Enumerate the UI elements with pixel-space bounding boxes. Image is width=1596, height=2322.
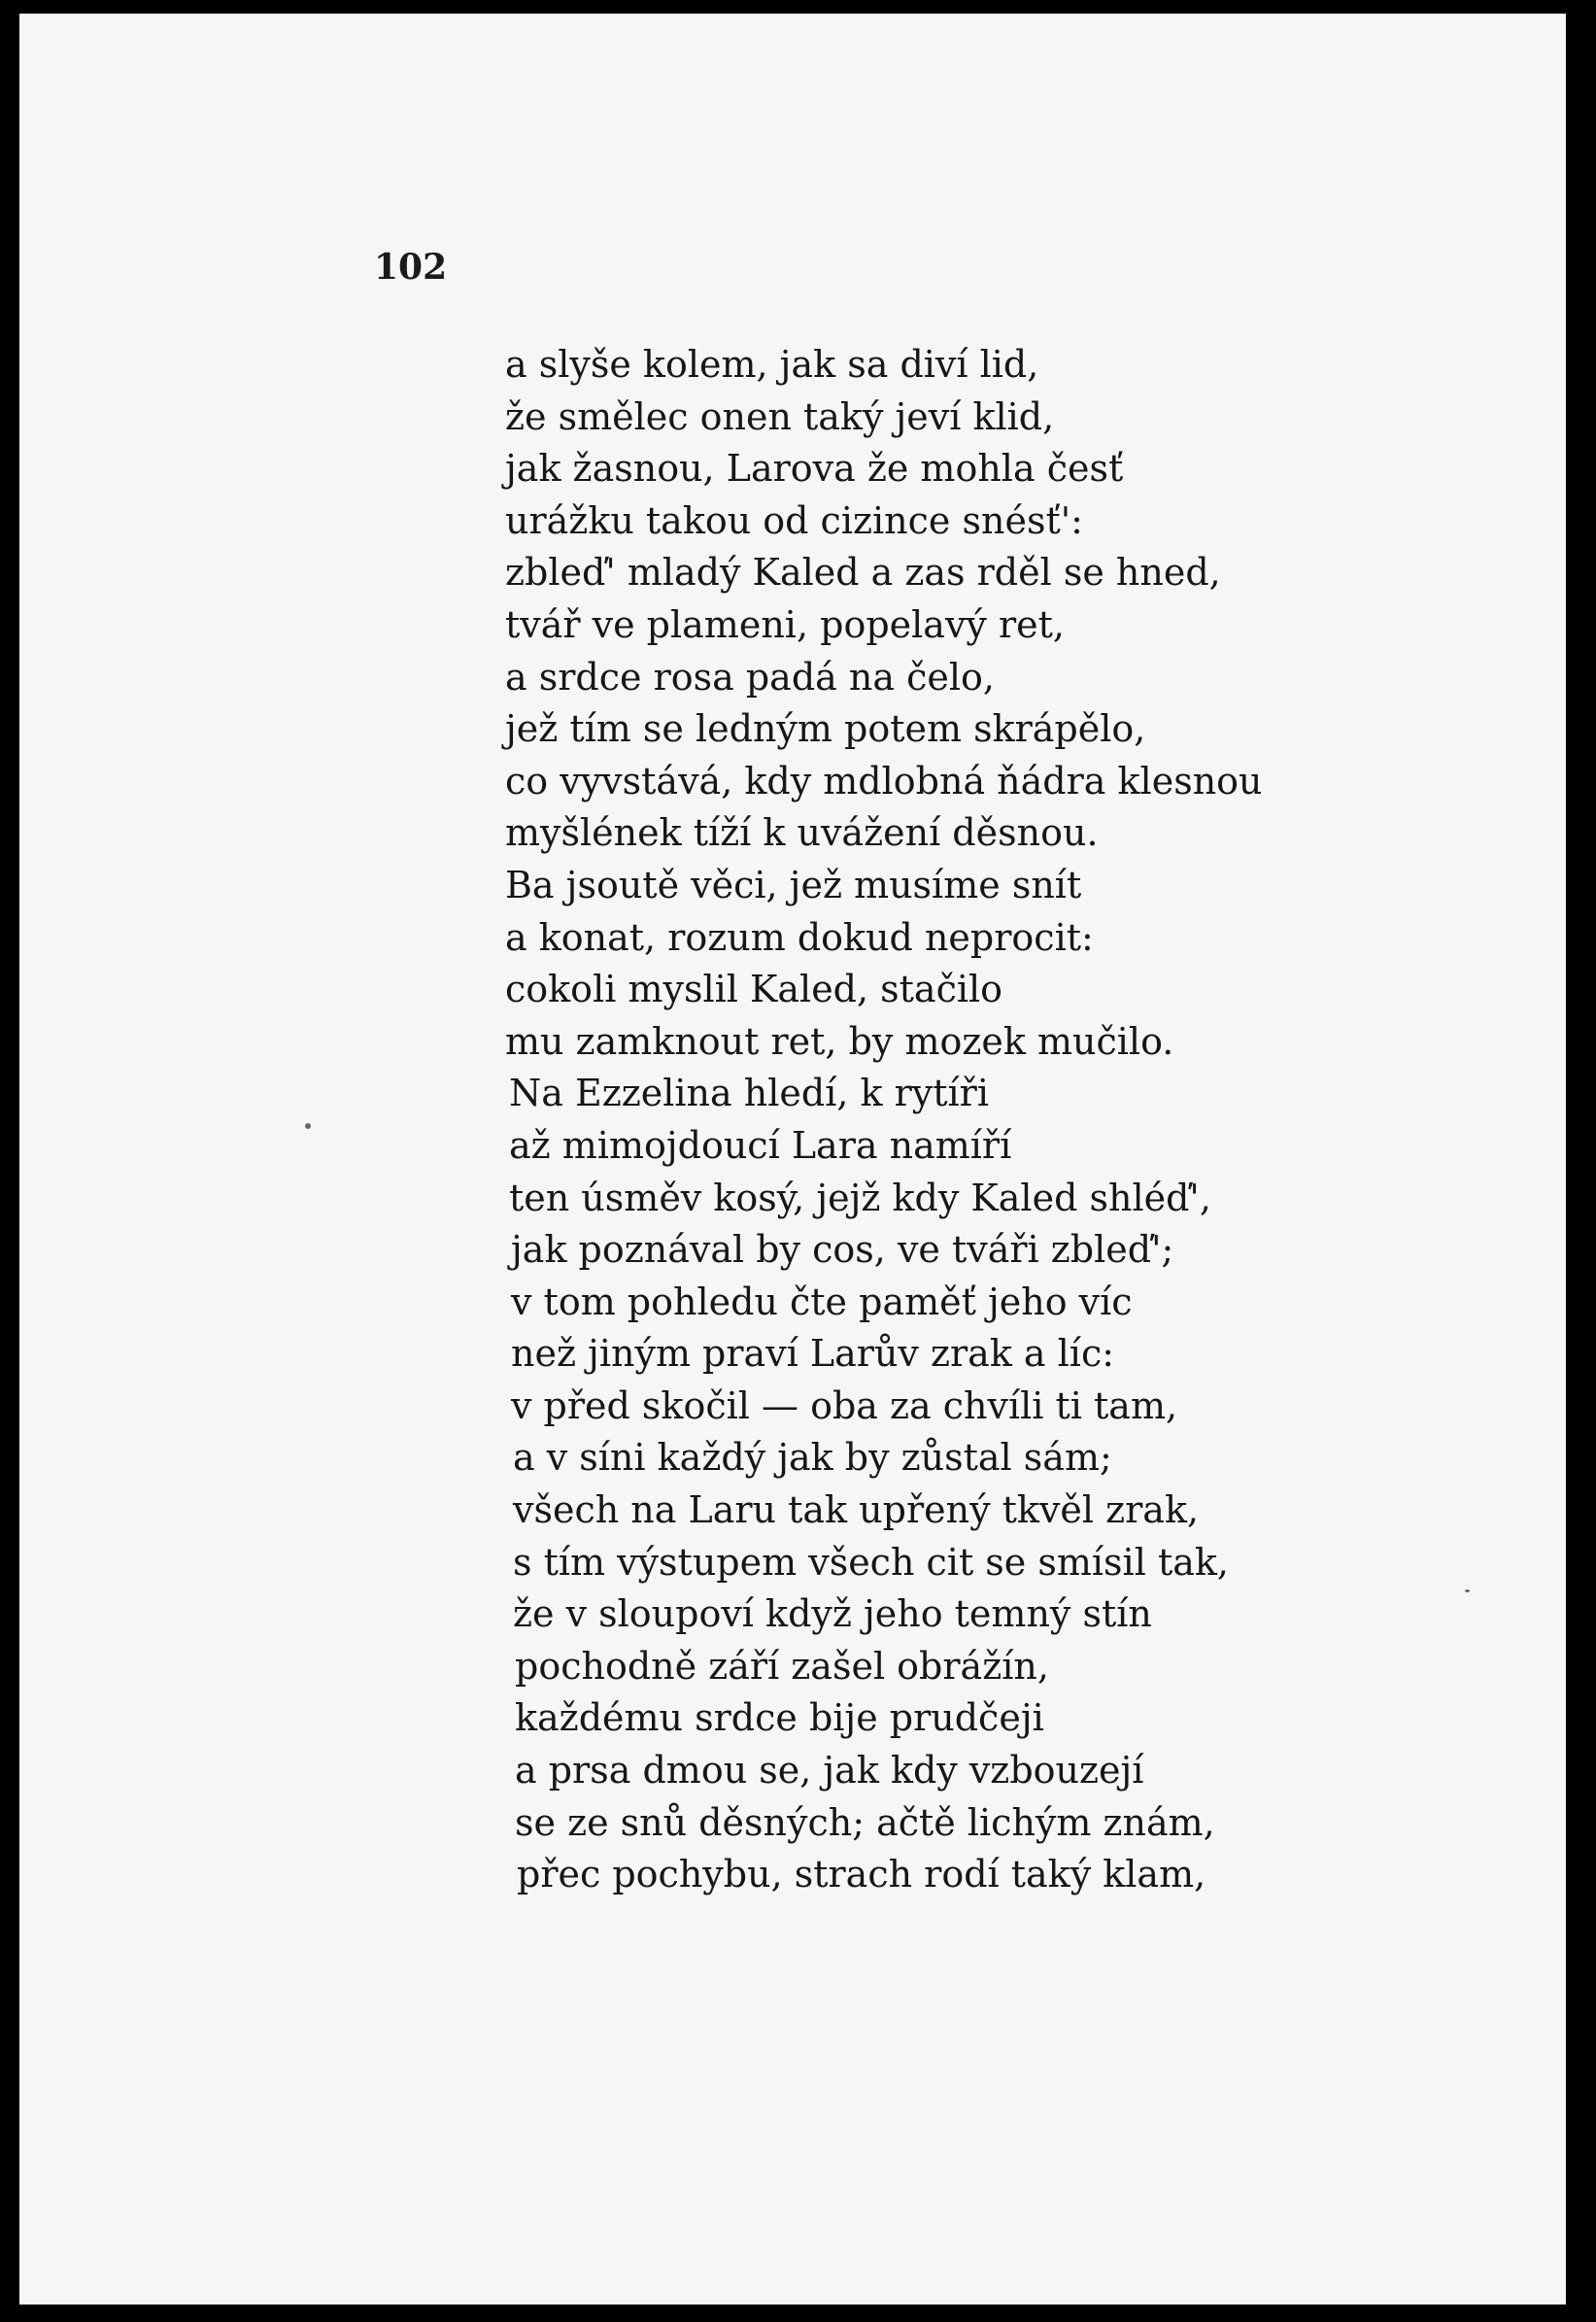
verse-line: a srdce rosa padá na čelo, xyxy=(505,655,995,699)
verse-line: v před skočil — oba za chvíli ti tam, xyxy=(511,1383,1178,1427)
verse-line: až mimojdoucí Lara namíří xyxy=(509,1123,1012,1167)
verse-line: a slyše kolem, jak sa diví lid, xyxy=(505,343,1039,386)
poem-text xyxy=(505,339,1525,1901)
verse-line: jak poznával by cos, ve tváři zbleď'; xyxy=(511,1228,1174,1272)
verse-line: ten úsměv kosý, jejž kdy Kaled shléď', xyxy=(509,1176,1211,1219)
verse-line: každému srdce bije prudčeji xyxy=(515,1696,1044,1740)
verse-line: co vyvstává, kdy mdlobná ňádra klesnou xyxy=(505,759,1263,802)
verse-line: přec pochybu, strach rodí taký klam, xyxy=(517,1853,1206,1896)
verse-line: a v síni každý jak by zůstal sám; xyxy=(513,1436,1112,1480)
print-speck xyxy=(305,1123,311,1129)
verse-line: v tom pohledu čte paměť jeho víc xyxy=(511,1280,1133,1323)
verse-line: Ba jsoutě věci, jež musíme snít xyxy=(505,863,1082,906)
verse-line: mu zamknout ret, by mozek mučilo. xyxy=(505,1019,1174,1063)
verse-line: Na Ezzelina hledí, k rytíři xyxy=(509,1072,989,1115)
verse-line: urážku takou od cizince snésť': xyxy=(505,498,1083,542)
verse-line: cokoli myslil Kaled, stačilo xyxy=(505,968,1003,1011)
verse-line: myšlének tíží k uvážení děsnou. xyxy=(505,811,1099,855)
verse-line: že v sloupoví když jeho temný stín xyxy=(513,1592,1152,1636)
page-number: 102 xyxy=(374,247,448,288)
verse-line: jež tím se ledným potem skrápělo, xyxy=(505,707,1146,751)
verse-line: jak žasnou, Larova že mohla česť xyxy=(505,447,1124,491)
verse-line: tvář ve plameni, popelavý ret, xyxy=(505,602,1065,646)
verse-line: že smělec onen taký jeví klid, xyxy=(505,394,1055,438)
verse-line: se ze snů děsných; ačtě lichým znám, xyxy=(515,1800,1215,1844)
book-page xyxy=(19,14,1566,2305)
verse-line: než jiným praví Larův zrak a líc: xyxy=(511,1332,1115,1376)
verse-line: s tím výstupem všech cit se smísil tak, xyxy=(513,1540,1229,1584)
verse-line: pochodně září zašel obrážín, xyxy=(515,1644,1049,1688)
verse-line: zbleď' mladý Kaled a zas rděl se hned, xyxy=(505,551,1221,595)
verse-line: a konat, rozum dokud neprocit: xyxy=(505,915,1094,959)
verse-line: a prsa dmou se, jak kdy vzbouzejí xyxy=(515,1749,1144,1793)
verse-line: všech na Laru tak upřený tkvěl zrak, xyxy=(513,1488,1200,1532)
